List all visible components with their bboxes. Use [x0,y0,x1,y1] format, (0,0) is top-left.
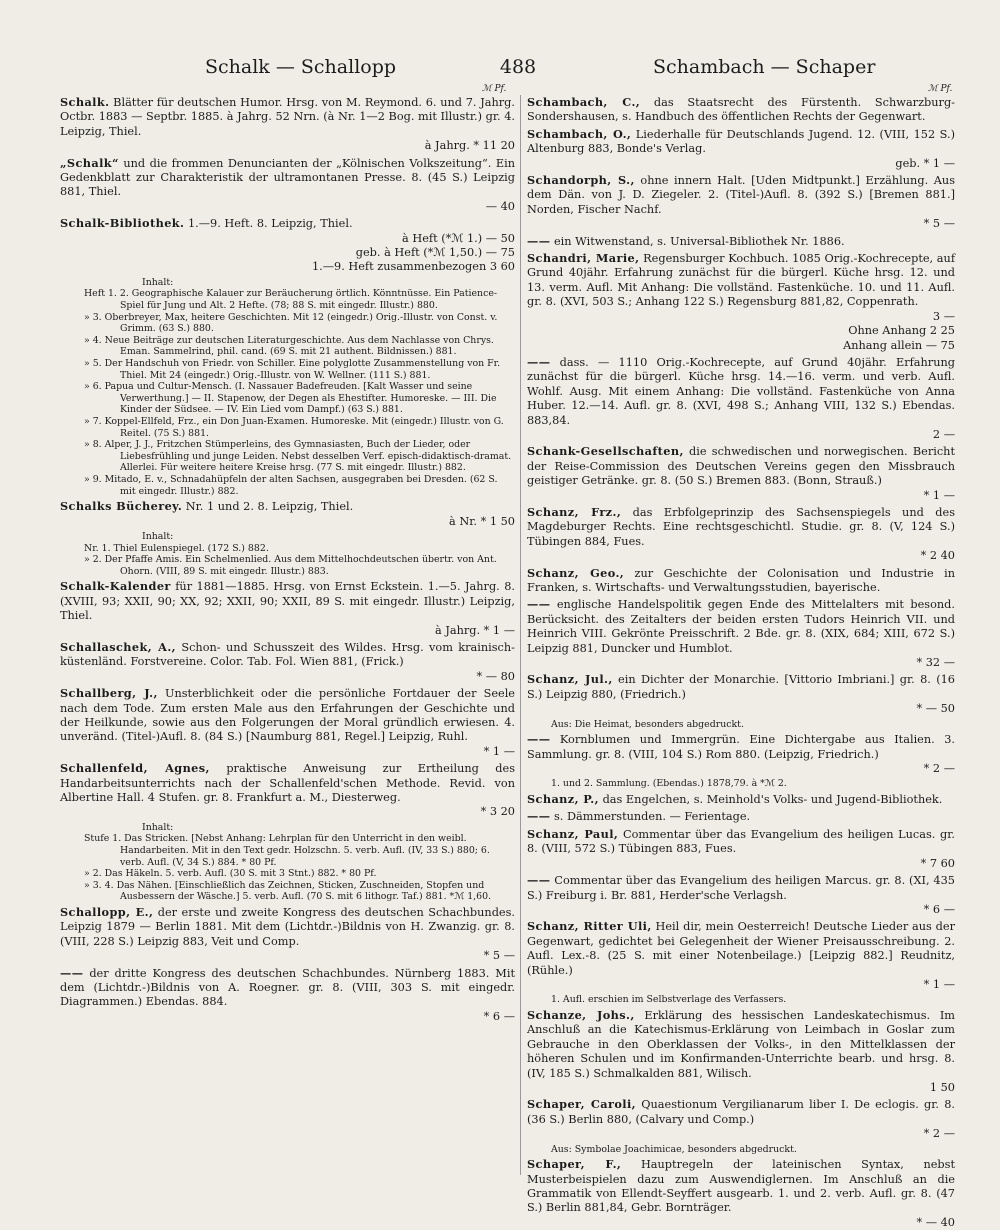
entry-text: Commentar über das Evangelium des heiligen Marcus. gr. 8. (XI, 435 S.) Freiburg i. Br. 881, Herder'sche Verlagsh. [527,874,955,902]
entry-heading: „Schalk“ [60,155,119,170]
entry-text: das Erbfolgeprinzip des Sachsenspiegels und des Magdeburger Rechts. Eine rechtsgeschichtl. Studie. gr. 8. (V, 124 S.) Tübingen 884, Fues. [527,505,955,548]
contents-item: Nr. 1. Thiel Eulenspiegel. (172 S.) 882. [84,542,269,554]
catalog-entry [527,173,955,232]
entry-heading: Schalk-Kalender [60,579,171,594]
entry-text: Hauptregeln der lateinischen Syntax, nebst Musterbeispielen dazu zum Auswendiglernen. Im Anschluß an die Grammatik von Ellendt-Seyffert ausgearb. 1. und 2. verb. Aufl. gr. 8. (47 S.) Berlin 881,84, Gebr. Bornträger. [527,1158,956,1215]
entry-price: * — 50 [916,702,955,716]
contents-item: » 8. Alper, J. J., Fritzchen Stümperleins, des Gymnasiasten, Buch der Lieder, oder Liebesfrühling und junge Leiden. Nebst desselben Verf. episch-didaktisch-dramat. Allerlei. Für weitere heitere Kreise hrsg. (77 S. mit eingedr. Illustr.) 882. [84,439,512,474]
catalog-entry [527,566,955,596]
entry-price: * 3 20 [480,805,515,819]
contents-item: Aus: Die Heimat, besonders abgedruckt. [551,718,744,730]
contents-note [60,822,515,903]
entry-heading: —— [527,233,551,248]
entry-heading: —— [527,873,551,888]
entry-price: * 5 — [923,217,955,231]
catalog-entry [527,127,955,171]
entry-heading: —— [527,809,551,824]
entry-text: s. Dämmerstunden. — Ferientage. [554,810,751,824]
column-divider [520,95,521,1175]
catalog-entry [527,505,955,564]
catalog-entry [527,873,955,917]
contents-item: Heft 1. 2. Geographische Kalauer zur Beräucherung örtlich. Könntnüsse. Ein Patience-Spiel für Jung und Alt. 2 Hefte. (78; 88 S. mit eingedr. Illustr.) 880. [84,288,498,312]
entry-heading: Schanz, Jul., [527,672,613,687]
contents-item: 1. Aufl. erschien im Selbstverlage des Verfassers. [551,994,787,1006]
entry-price: * 7 60 [920,856,955,870]
catalog-entry [527,919,955,992]
entry-text: Commentar über das Evangelium des heiligen Lucas. gr. 8. (VIII, 572 S.) Tübingen 883, Fues. [527,827,956,856]
contents-item: » 3. Oberbreyer, Max, heitere Geschichten. Mit 12 (eingedr.) Orig.-Illustr. von Const. v. Grimm. (63 S.) 880. [84,311,498,335]
entry-heading: Schalks Bücherey. [60,499,183,514]
catalog-entry [527,355,955,442]
entry-text: Heil dir, mein Oesterreich! Deutsche Lieder aus der Gegenwart, gedichtet bei Gelegenheit der Wiener Preisausschreibung. 2. Aufl. Lex.-8. (25 S. mit einer Notenbeilage.) [Leipzig 882.] Reudnitz, (Rühle.) [527,920,955,977]
entry-text: der dritte Kongress des deutschen Schachbundes. Nürnberg 1883. Mit dem (Lichtdr.-)Bildnis von A. Roegner. gr. 8. (VIII, 303 S. mit eingedr. Diagrammen.) Ebendas. 884. [60,966,515,1009]
entry-price: à Jahrg. * 11 20 [424,139,515,153]
entry-price: geb. à Heft (*ℳ 1,50.) — 75 [355,246,515,260]
entry-text: 1.—9. Heft. 8. Leipzig, Thiel. [187,217,353,231]
entry-price: * 1 — [923,488,955,502]
entry-heading: Schanz, Geo., [527,565,625,580]
entry-price: * 1 — [483,744,515,758]
catalog-entry [60,761,515,820]
currency-label-left: ℳ Pf. [482,84,507,94]
entry-heading: Schambach, O., [527,126,632,141]
entry-heading: Schallaschek, A., [60,639,176,654]
catalog-entry [60,686,515,759]
entry-heading: —— [527,354,551,369]
entry-heading: Schallenfeld, Agnes, [60,761,210,776]
entry-heading: Schanze, Johs., [527,1007,635,1022]
catalog-entry [60,640,515,684]
entry-price: Ohne Anhang 2 25 [848,324,955,338]
header-right-title: Schambach — Schaper [653,56,876,78]
entry-heading: Schalk. [60,95,110,109]
entry-heading: Schanz, P., [527,792,599,807]
entry-price: * 1 — [923,977,955,991]
header-left-title: Schalk — Schallopp [205,56,397,78]
entry-price: * 2 — [923,1127,955,1141]
entry-text: Unsterblichkeit oder die persönliche Fortdauer der Seele nach dem Tode. Zum ersten Male aus den Erfahrungen der Geschichte und der Heilkunde, sowie aus den Folgerungen der Moral gründlich erwiesen. 4. unveränd. (Titel-)Aufl. 8. (84 S.) [Naumburg 881, Regel.] Leipzig, Ruhl. [60,687,515,744]
entry-text: die schwedischen und norwegischen. Bericht der Reise-Commission des Deutschen Vereins gegen den Missbrauch geistiger Getränke. gr. 8. (50 S.) Bremen 883. (Bonn, Strauß.) [527,445,955,488]
entry-text: der erste und zweite Kongress des deutschen Schachbundes. Leipzig 1879 — Berlin 1881. Mit dem (Lichtdr.-)Bildnis von H. Zwanzig. gr. 8. (VIII, 228 S.) Leipzig 883, Veit und Comp. [60,906,515,948]
catalog-entry [527,95,955,125]
catalog-entry [60,579,515,638]
catalog-entry [527,1008,955,1095]
entry-heading: Schaper, Caroli, [527,1097,637,1112]
entry-heading: Schambach, C., [527,95,641,109]
contents-item: » 5. Der Handschuh von Friedr. von Schiller. Eine polyglotte Zusammenstellung von Fr. Thiel. Mit 24 (eingedr.) Orig.-Illustr. von W. Wellner. (111 S.) 881. [84,358,501,381]
contents-item: » 4. Neue Beiträge zur deutschen Literaturgeschichte. Aus dem Nachlasse von Chrys. Eman. Sammelrind, phil. cand. (69 S. mit 21 authent. Bildnissen.) 881. [84,334,494,358]
contents-item: 1. und 2. Sammlung. (Ebendas.) 1878,79. à *ℳ 2. [551,778,787,790]
contents-label: Inhalt: [142,821,174,833]
entry-text: das Staatsrecht des Fürstenth. Schwarzburg-Sondershausen, s. Handbuch des öffentlichen Rechts der Gegenwart. [527,96,955,124]
entry-heading: Schallberg, J., [60,686,158,701]
entry-price: * — 80 [476,669,515,683]
contents-item: » 6. Papua und Cultur-Mensch. (I. Nassauer Badefreuden. [Kalt Wasser und seine Verwerthung.] — II. Stapenow, der Degen als Ehestifter. Humoreske. — III. Die Kinder der Südsee. — IV. Ein Lied vom Dampf.) (63 S.) 881. [84,381,497,416]
entry-price: — 40 [485,199,515,213]
entry-heading: —— [60,965,84,980]
entry-text: praktische Anweisung zur Ertheilung des Handarbeitsunterrichts nach der Schallenfeld'schen Methode. Revid. von Albertine Hall. 4 Stufen. gr. 8. Frankfurt a. M., Diesterweg. [60,762,516,805]
contents-note [527,1144,955,1156]
entry-text: Liederhalle für Deutschlands Jugend. 12. (VIII, 152 S.) Altenburg 883, Bonde's Verlag. [527,127,955,156]
entry-text: das Engelchen, s. Meinhold's Volks- und Jugend-Bibliothek. [602,793,943,807]
right-column [527,95,956,1229]
catalog-entry [60,216,515,275]
entry-text: Quaestionum Vergilianarum liber I. De eclogis. gr. 8. (36 S.) Berlin 880, (Calvary und Comp.) [527,1098,956,1126]
entry-price: * 6 — [483,1009,515,1023]
entry-heading: Schandri, Marie, [527,251,640,266]
catalog-entry [60,95,515,154]
entry-price: à Jahrg. * 1 — [435,623,515,637]
entry-price: * 6 — [923,902,955,916]
entry-text: ohne innern Halt. [Uden Midtpunkt.] Erzählung. Aus dem Dän. von J. D. Ziegeler. 2. (Titel-)Aufl. 8. (392 S.) [Bremen 881.] Norden, Fischer Nachf. [527,174,955,216]
contents-note [527,719,955,731]
contents-item: Aus: Symbolae Joachimicae, besonders abgedruckt. [551,1143,797,1155]
entry-price: * 5 — [483,949,515,963]
contents-item: » 2. Das Häkeln. 5. verb. Aufl. (30 S. mit 3 Stnt.) 882. * 80 Pf. [84,868,377,880]
entry-price: geb. * 1 — [895,156,955,170]
catalog-entry [60,156,515,215]
entry-text: und die frommen Denuncianten der „Kölnischen Volkszeitung“. Ein Gedenkblatt zur Charakteristik der ultramontanen Presse. 8. (45 S.) Leipzig 881, Thiel. [60,156,516,199]
entry-heading: Schaper, F., [527,1157,622,1172]
entry-text: für 1881—1885. Hrsg. von Ernst Eckstein. 1.—5. Jahrg. 8. (XVIII, 93; XXII, 90; XX, 92; XXII, 90; XXII, 89 S. mit eingedr. Illustr.) Leipzig, Thiel. [60,580,515,623]
entry-price: * — 40 [916,1215,955,1229]
entry-price: * 32 — [916,656,955,670]
entry-price: 1.—9. Heft zusammenbezogen 3 60 [311,260,515,274]
entry-heading: Schalk-Bibliothek. [60,216,185,231]
entry-text: ein Dichter der Monarchie. [Vittorio Imbriani.] gr. 8. (16 S.) Leipzig 880, (Friedrich.) [527,673,955,701]
catalog-entry [527,444,955,503]
entry-heading: —— [527,597,551,612]
entry-price: Anhang allein — 75 [843,338,955,352]
entry-text: Erklärung des hessischen Landeskatechismus. Im Anschluß an die Katechismus-Erklärung von Leimbach in Goslar zum Gebrauche in den Oberklassen der Volks-, in den Mittelklassen der höheren Schulen und im Konfirmanden-Unterrichte bearb. und hrsg. 8. (IV, 185 S.) Schmalkalden 881, Wilisch. [527,1008,955,1080]
entry-heading: Schanz, Frz., [527,504,622,519]
catalog-entry [60,905,515,964]
catalog-entry [527,827,955,871]
entry-text: Regensburger Kochbuch. 1085 Orig.-Kochrecepte, auf Grund 40jähr. Erfahrung zunächst für die bürgerl. Küche hrsg. 12. und 13. verm. Aufl. Mit Anhang: Die vollständ. Fastenküche. 10. und 11. Aufl. gr. 8. (XVI, 503 S.; Anhang 122 S.) Regensburg 881,82, Coppenrath. [527,252,955,309]
entry-price: à Nr. * 1 50 [449,514,515,528]
catalog-entry [527,672,955,716]
entry-price: 3 — [932,309,955,323]
contents-note [60,531,515,577]
entry-text: englische Handelspolitik gegen Ende des Mittelalters mit besond. Berücksicht. des Zeitalters der beiden ersten Tudors Heinrich VII. und Heinrich VIII. Gekrönte Preisschrift. 2 Bde. gr. 8. (XIX, 684; XIII, 672 S.) Leipzig 881, Duncker und Humblot. [527,598,955,655]
catalog-entry [60,499,515,529]
entry-text: ein Witwenstand, s. Universal-Bibliothek Nr. 1886. [554,234,845,248]
entry-text: Schon- und Schusszeit des Wildes. Hrsg. vom krainisch-küstenländ. Forstvereine. Color. Tab. Fol. Wien 881, (Frick.) [60,640,515,669]
entry-heading: Schallopp, E., [60,905,154,919]
catalog-entry [527,234,955,249]
page-header [0,56,1000,86]
entry-price: 2 — [932,427,955,441]
entry-text: Kornblumen und Immergrün. Eine Dichtergabe aus Italien. 3. Sammlung. gr. 8. (VIII, 104 S.) Rom 880. (Leipzig, Friedrich.) [527,733,956,761]
contents-item: » 2. Der Pfaffe Amis. Ein Schelmenlied. Aus dem Mittelhochdeutschen übertr. von Ant. Ohorn. (VIII, 89 S. mit eingedr. Illustr.) 883. [84,554,497,577]
entry-heading: Schank-Gesellschaften, [527,444,684,459]
entry-text: Blätter für deutschen Humor. Hrsg. von M. Reymond. 6. und 7. Jahrg. Octbr. 1883 — Septbr. 1885. à Jahrg. 52 Nrn. (à Nr. 1—2 Bog. mit Illustr.) gr. 4. Leipzig, Thiel. [60,96,516,138]
entry-text: Nr. 1 und 2. 8. Leipzig, Thiel. [185,500,354,514]
contents-note [527,994,955,1006]
contents-item: » 9. Mitado, E. v., Schnadahüpfeln der alten Sachsen, ausgegraben bei Dresden. (62 S. mit eingedr. Illustr.) 882. [84,473,498,497]
catalog-entry [527,809,955,824]
contents-item: Stufe 1. Das Stricken. [Nebst Anhang: Lehrplan für den Unterricht in den weibl. Handarbeiten. Mit in den Text gedr. Holzschn. 5. verb. Aufl. (IV, 33 S.) 880; 6. verb. Aufl. (V, 34 S.) 884. * 80 Pf. [84,833,490,868]
contents-note [60,277,515,497]
entry-heading: —— [527,732,551,747]
entry-text: dass. — 1110 Orig.-Kochrecepte, auf Grund 40jähr. Erfahrung zunächst für die bürgerl. Küche hrsg. 14.—16. verm. und verb. Aufl. Wohlf. Ausg. Mit einem Anhang: Die vollständ. Fastenküche von Anna Huber. 12.—14. Aufl. gr. 8. (XVI, 498 S.; Anhang VIII, 132 S.) Ebendas. 883,84. [527,355,955,427]
catalog-entry [527,597,955,670]
currency-label-right: ℳ Pf. [928,84,953,94]
entry-price: * 2 — [923,762,955,776]
catalog-entry [527,792,955,807]
entry-price: * 2 40 [920,549,955,563]
contents-item: » 7. Koppel-Ellfeld, Frz., ein Don Juan-Examen. Humoreske. Mit (eingedr.) Illustr. von G. Reitel. (75 S.) 881. [84,416,504,439]
entry-heading: Schanz, Paul, [527,826,619,841]
entry-text: zur Geschichte der Colonisation und Industrie in Franken, s. Wirtschafts- und Verwaltungsstudien, bayerische. [527,566,955,594]
catalog-entry [527,1157,955,1230]
entry-price: à Heft (*ℳ 1.) — 50 [402,231,515,245]
contents-label: Inhalt: [142,530,174,542]
entry-price: 1 50 [929,1080,955,1094]
contents-label: Inhalt: [142,276,174,288]
catalog-entry [527,732,955,776]
page-number: 488 [499,56,537,78]
contents-note [527,778,955,790]
catalog-entry [527,1097,955,1141]
catalog-entry [60,966,515,1025]
catalog-entry [527,251,955,353]
entry-heading: Schandorph, S., [527,173,635,188]
entry-heading: Schanz, Ritter Uli, [527,919,652,934]
contents-item: » 3. 4. Das Nähen. [Einschließlich das Zeichnen, Sticken, Zuschneiden, Stopfen und Ausbessern der Wäsche.] 5. verb. Aufl. (70 S. mit 6 lithogr. Taf.) 881. *ℳ 1,60. [84,879,492,903]
left-column [60,95,515,1175]
